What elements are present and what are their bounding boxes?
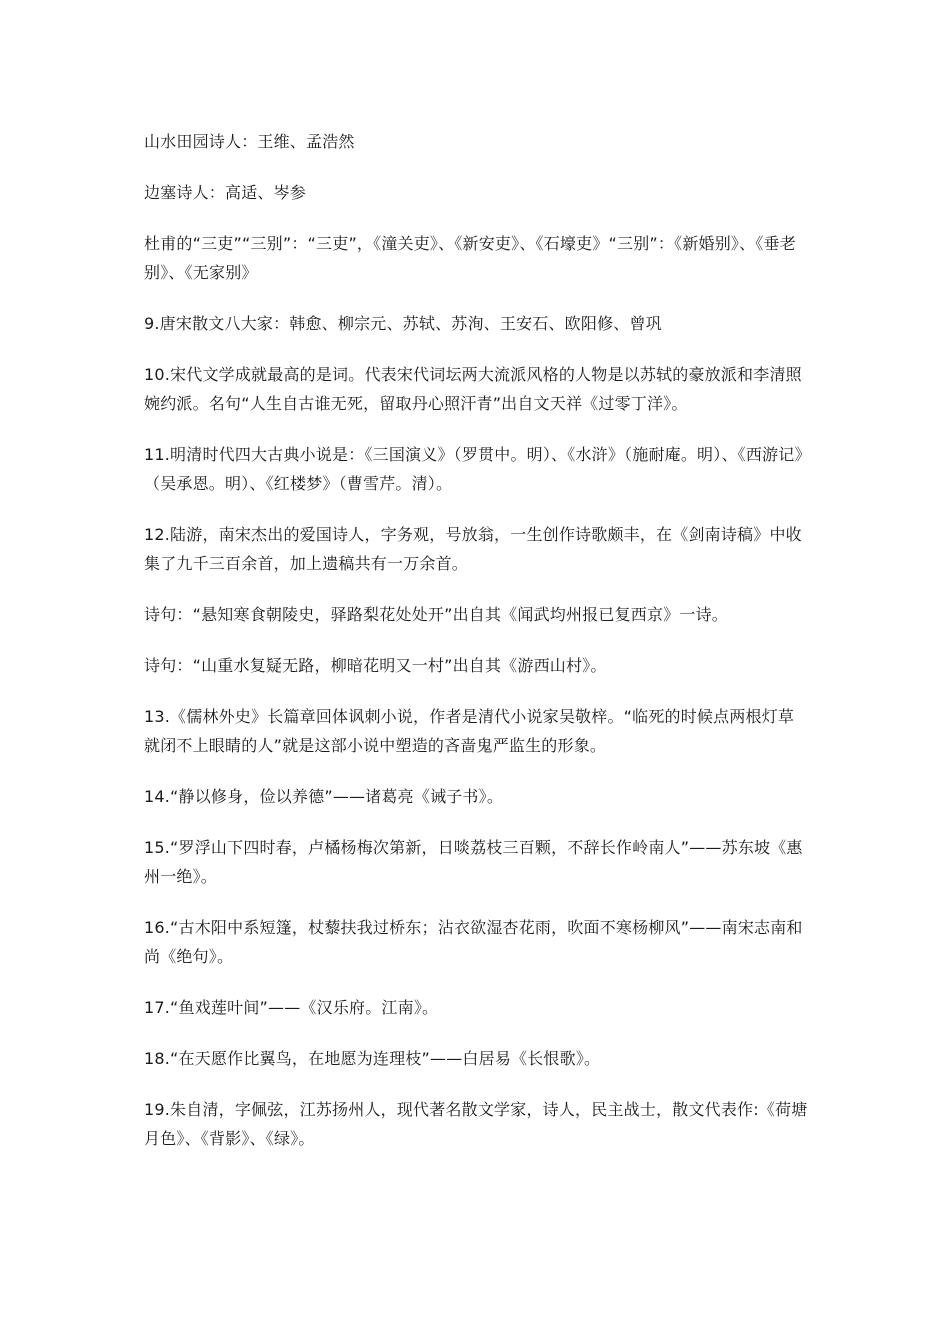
paragraph-item-18: 18.“在天愿作比翼鸟，在地愿为连理枝”——白居易《长恨歌》。 [144,1049,601,1068]
paragraph-item-11: 11.明清时代四大古典小说是：《三国演义》（罗贯中。明）、《水浒》（施耐庵。明）、《西游记》（吴承恩。明）、《红楼梦》（曹雪芹。清）。 [144,445,803,493]
paragraph-item-10: 10.宋代文学成就最高的是词。代表宋代词坛两大流派风格的人物是以苏轼的豪放派和李清照婉约派。名句“人生自古谁无死，留取丹心照汗青”出自文天祥《过零丁洋》。 [144,365,802,413]
paragraph-item-19: 19.朱自清，字佩弦，江苏扬州人，现代著名散文学家，诗人，民主战士，散文代表作:《荷塘月色》、《背影》、《绿》。 [144,1100,808,1148]
paragraph-item-16: 16.“古木阳中系短篷，杖藜扶我过桥东；沾衣欲湿杏花雨，吹面不寒杨柳风”——南宋志南和尚《绝句》。 [144,918,803,966]
paragraph-item-13: 13.《儒林外史》长篇章回体讽刺小说，作者是清代小说家吴敬梓。“临死的时候点两根灯草就闭不上眼睛的人”就是这部小说中塑造的吝啬鬼严监生的形象。 [144,707,795,755]
paragraph-item-12: 12.陆游，南宋杰出的爱国诗人，字务观，号放翁，一生创作诗歌颇丰，在《剑南诗稿》中收集了九千三百余首，加上遗稿共有一万余首。 [144,525,802,573]
paragraph-frontier-poets: 边塞诗人：高适、岑参 [144,183,307,202]
paragraph-poem-line-2: 诗句：“山重水复疑无路，柳暗花明又一村”出自其《游西山村》。 [144,656,607,675]
paragraph-item-17: 17.“鱼戏莲叶间”——《汉乐府。江南》。 [144,998,439,1017]
document-body [144,127,808,1175]
paragraph-dufu-sanli-sanbie: 杜甫的“三吏”“三别”：“三吏”，《潼关吏》、《新安吏》、《石壕吏》“三别”：《新婚别》、《垂老别》、《无家别》 [144,234,796,282]
paragraph-landscape-poets: 山水田园诗人：王维、孟浩然 [144,132,355,151]
paragraph-poem-line-1: 诗句：“悬知寒食朝陵史，驿路梨花处处开”出自其《闻武均州报已复西京》一诗。 [144,605,728,624]
paragraph-item-9: 9.唐宋散文八大家：韩愈、柳宗元、苏轼、苏洵、王安石、欧阳修、曾巩 [144,314,662,333]
paragraph-item-15: 15.“罗浮山下四时春，卢橘杨梅次第新，日啖荔枝三百颗，不辞长作岭南人”——苏东坡《惠州一绝》。 [144,838,803,886]
paragraph-item-14: 14.“静以修身，俭以养德”——诸葛亮《诫子书》。 [144,787,504,806]
